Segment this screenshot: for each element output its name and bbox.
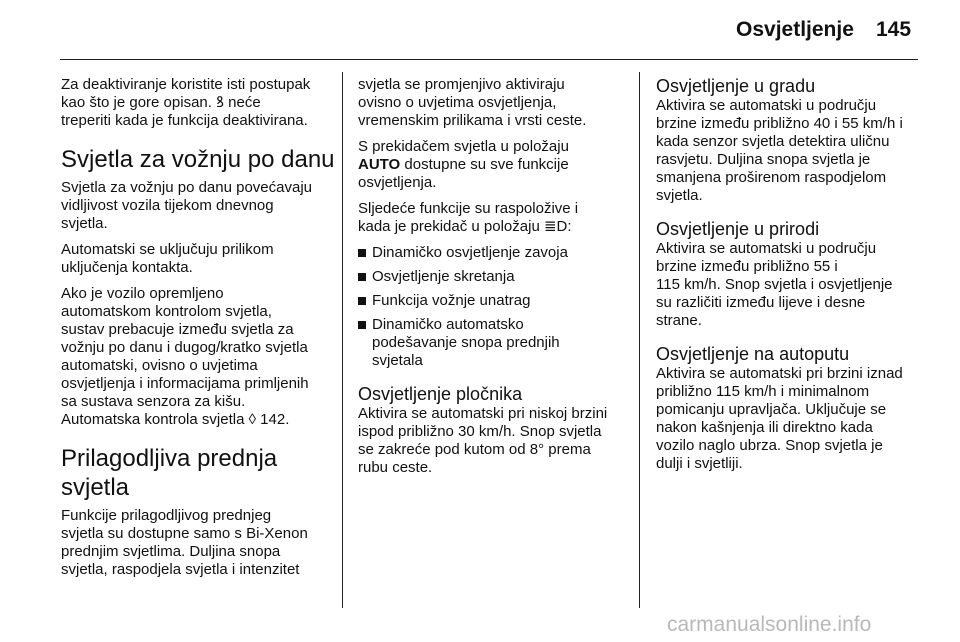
- paragraph-auto-switch: S prekidačem svjetla u položaju AUTO dostupne su sve funkcije osvjetljenja.: [358, 138, 569, 191]
- section-pedestrian-lighting: Osvjetljenje pločnika Aktivira se automatski pri niskoj brzini ispod približno 30 km/h. Snop svjetla se zakreće pod kutom od 8° prema rubu ceste.: [358, 384, 630, 477]
- column-2: [358, 76, 630, 491]
- cross-reference-link[interactable]: Automatska kontrola svjetla ◊ 142.: [61, 411, 290, 428]
- list-item: Dinamičko automatsko podešavanje snopa prednjih svjetala: [358, 316, 630, 370]
- paragraph-low-beam-position: Sljedeće funkcije su raspoložive i kada je prekidač u položaju ≣D:: [358, 200, 579, 235]
- feature-list: [358, 244, 630, 370]
- column-3: [656, 76, 926, 487]
- heading-motorway-lighting: Osvjetljenje na autoputu: [656, 344, 850, 364]
- section-country-lighting: Osvjetljenje u prirodi Aktivira se automatski u području brzine između približno 55 i 115 km/h. Snop svjetla i osvjetljenje su različiti između lijeve i desne strane.: [656, 219, 926, 330]
- page-header-title: Osvjetljenje: [736, 18, 854, 41]
- paragraph-deactivation: Za deaktiviranje koristite isti postupak kao što je gore opisan. ꝸ neće treperiti kada je funkcija deaktivirana.: [61, 76, 311, 129]
- heading-pedestrian-lighting: Osvjetljenje pločnika: [358, 384, 523, 404]
- paragraph-adaptive-intro: Funkcije prilagodljivog prednjeg svjetla su dostupne samo s Bi-Xenon prednjim svjetlima. Duljina snopa svjetla, raspodjela svjetla i intenzitet: [61, 507, 308, 578]
- column-1: [61, 76, 335, 587]
- page-number: 145: [876, 18, 912, 41]
- paragraph-automatic-light-control: Ako je vozilo opremljeno automatskom kontrolom svjetla, sustav prebacuje između svjetla za vožnju po danu i dugog/kratko svjetla automatski, ovisno o uvjetima osvjetljenja i informacijama primljenih sa sustava senzora za kišu. Automatska kontrola svjetla ◊ 142.: [61, 285, 335, 429]
- heading-adaptive-headlights: Prilagodljiva prednja svjetla: [61, 445, 278, 501]
- paragraph-daytime-intro: Svjetla za vožnju po danu povećavaju vidljivost vozila tijekom dnevnog svjetla.: [61, 179, 313, 232]
- paragraph-adaptive-continued: svjetla se promjenjivo aktiviraju ovisno o uvjetima osvjetljenja, vremenskim prilikama i vrsti ceste.: [358, 76, 587, 129]
- section-motorway-lighting: Osvjetljenje na autoputu Aktivira se automatski pri brzini iznad približno 115 km/h i minimalnom pomicanju upravljača. Uključuje se nakon kašnjenja ili direktno kada vozilo naglo ubrza. Snop svjetla je dulji i svjetliji.: [656, 344, 926, 473]
- column-divider-1: [342, 72, 343, 608]
- column-divider-2: [639, 72, 640, 608]
- paragraph-daytime-auto: Automatski se uključuju prilikom uključenja kontakta.: [61, 241, 274, 276]
- list-item: Dinamičko osvjetljenje zavoja: [358, 244, 630, 262]
- auto-label: AUTO: [358, 156, 401, 173]
- section-city-lighting: Osvjetljenje u gradu Aktivira se automatski u području brzine između približno 40 i 55 km/h i kada senzor svjetla detektira uličnu rasvjetu. Duljina snopa svjetla je smanjena proširenom raspodjelom svjetla.: [656, 76, 926, 205]
- heading-city-lighting: Osvjetljenje u gradu: [656, 76, 816, 96]
- heading-country-lighting: Osvjetljenje u prirodi: [656, 219, 820, 239]
- header-divider: [60, 59, 918, 60]
- list-item: Funkcija vožnje unatrag: [358, 292, 630, 310]
- heading-daytime-running-lights: Svjetla za vožnju po danu: [61, 146, 335, 173]
- watermark-text: carmanualsonline.info: [667, 613, 872, 636]
- list-item: Osvjetljenje skretanja: [358, 268, 630, 286]
